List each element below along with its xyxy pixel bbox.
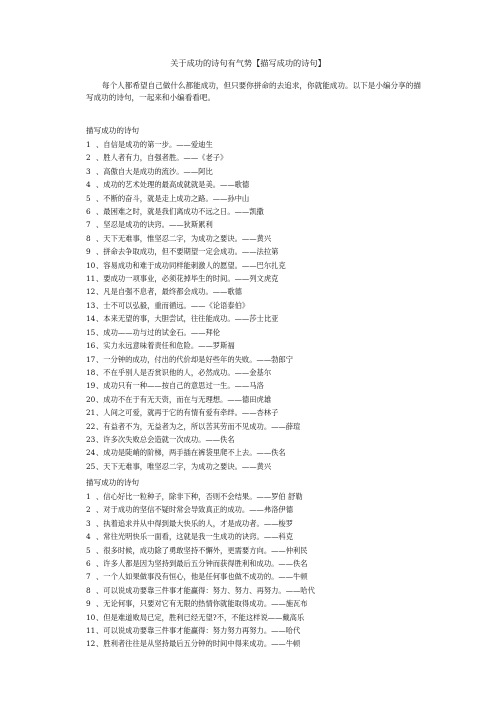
quote-item — [86, 218, 436, 231]
quote-number: 11 — [86, 274, 96, 284]
quote-number: 17 — [86, 354, 96, 364]
quote-text: 、有益者不为，无益者为之，所以苦其劳而不见成功。——薛瑄 — [96, 421, 301, 431]
quote-text: 、信心好比一粒种子，除非下种，否则不会结果。——罗伯 舒勒 — [96, 492, 303, 501]
quote-text: 、一个人如果做事没有恒心，他是任何事也做不成功的。——牛顿 — [96, 572, 308, 582]
quote-text: 、许多人都是因为坚持到最后五分钟而获得胜利和成功。——佚名 — [96, 559, 308, 569]
section-heading-1: 描写成功的诗句 — [86, 126, 140, 135]
quote-item — [86, 637, 436, 650]
quote-item — [86, 299, 436, 312]
quote-text: 、要成功一项事业，必须花掉毕生的时间。——列文虎克 — [96, 274, 279, 284]
quote-item — [86, 205, 436, 218]
quote-item — [86, 339, 436, 352]
quote-item — [86, 272, 436, 285]
quote-number: 18 — [86, 367, 96, 377]
quote-item — [86, 446, 436, 459]
quote-number: 5 — [86, 193, 91, 203]
quote-item — [86, 259, 436, 272]
quote-item — [86, 366, 436, 379]
quote-item — [86, 517, 436, 530]
quote-text: 、很多时候，成功除了勇敢坚持不懈外，更需要方向。——仲利民 — [96, 545, 308, 555]
quote-item — [86, 285, 436, 298]
quote-number: 7 — [86, 220, 91, 230]
quote-text: 、对于成功的坚信不疑时常会导致真正的成功。——弗洛伊德 — [96, 505, 294, 515]
quote-text: 、士不可以弘毅，重而循远。——《论语泰伯》 — [96, 300, 250, 310]
quote-text: 、无论何事，只要对它有无限的热情你就能取得成功。——施瓦布 — [96, 599, 308, 609]
quote-number: 15 — [86, 327, 96, 337]
quote-item — [86, 530, 436, 543]
section-heading-2: 描写成功的诗句 — [86, 478, 140, 487]
quote-text: 、成功不在于有无天资，而在与无理想。——德田虎雄 — [96, 394, 272, 404]
quote-number: 10 — [86, 612, 96, 622]
quote-item — [86, 192, 436, 205]
quote-item — [86, 490, 436, 503]
quote-item — [86, 138, 436, 151]
quote-item — [86, 151, 436, 164]
quote-item — [86, 557, 436, 570]
quote-text: 、坚忍是成功的诀窍。——狄斯累利 — [96, 220, 213, 230]
quote-text: 、成功是陡峭的阶梯，两手插在裤袋里爬不上去。——佚名 — [96, 448, 286, 458]
quote-number: 1 — [86, 140, 91, 149]
quote-number: 2 — [86, 505, 91, 515]
document-title: 关于成功的诗句有气势【描写成功的诗句】 — [170, 58, 326, 68]
quote-number: 9 — [86, 247, 91, 257]
quote-text: 、但是难道败局已定，胜利已经无望?不，不能这样说——戴高乐 — [96, 612, 305, 622]
quote-text: 、执着追求并从中得到最大快乐的人，才是成功者。——梭罗 — [96, 518, 294, 528]
quote-item — [86, 420, 436, 433]
quote-item — [86, 611, 436, 624]
quote-number: 12 — [86, 287, 96, 297]
quote-number: 10 — [86, 260, 96, 270]
quote-item — [86, 245, 436, 258]
quote-text: 、可以说成功要靠三件事才能赢得：努力努力再努力。——哈代 — [96, 626, 301, 636]
quote-text: 、可以说成功要靠三件事才能赢得：努力、努力、再努力。——哈代 — [96, 585, 315, 595]
quote-text: 、常往光明快乐一面看，这就是我一生成功的诀窍。——科克 — [96, 532, 294, 542]
quote-item — [86, 326, 436, 339]
quote-item — [86, 624, 436, 637]
quote-text: 、高傲自大是成功的流沙。——阿比 — [96, 166, 213, 176]
quote-number: 21 — [86, 408, 96, 418]
quote-number: 6 — [86, 559, 91, 569]
quote-item — [86, 406, 436, 419]
intro-paragraph: 每个人都希望自己做什么都能成功，但只要你拼命的去追求，你就能成功。以下是小编分享的描写成功的诗句，一起来和小编看看吧。 — [86, 81, 421, 102]
quote-number: 14 — [86, 314, 96, 324]
quote-number: 16 — [86, 341, 96, 351]
quote-text: 、容易成功和难于成功同样能刺激人的愿望。——巴尔扎克 — [96, 260, 286, 270]
quote-number: 12 — [86, 639, 96, 649]
quote-number: 3 — [86, 166, 91, 176]
quote-item — [86, 232, 436, 245]
quote-number: 25 — [86, 461, 96, 471]
quote-number: 24 — [86, 448, 96, 458]
quote-text: 、胜人者有力，自强者胜。——《老子》 — [96, 153, 228, 163]
quote-text: 、本来无望的事，大胆尝试，往往能成功。——莎士比亚 — [96, 314, 279, 324]
quote-item — [86, 393, 436, 406]
quote-item — [86, 165, 436, 178]
quote-text: 、成功的艺术处理的最高成就就是美。——歌德 — [96, 180, 250, 190]
quote-item — [86, 178, 436, 191]
quote-text: 、凡是自强不息者，最终都会成功。——歌德 — [96, 287, 242, 297]
quote-text: 、人间之可爱，就再于它的有情有爱有牵绊。——杏林子 — [96, 408, 279, 418]
quote-text: 、天下无难事，唯坚忍二字，为成功之要诀。——黄兴 — [96, 461, 272, 471]
quote-number: 8 — [86, 233, 91, 243]
quote-number: 13 — [86, 300, 96, 310]
quote-item — [86, 312, 436, 325]
quote-number: 8 — [86, 585, 91, 595]
quote-text: 、实力永远意味着责任和危险。——罗斯福 — [96, 341, 235, 351]
quote-text: 、一分钟的成功，付出的代价却是好些年的失败。——勃郎宁 — [96, 354, 294, 364]
quote-number: 19 — [86, 381, 96, 391]
quote-text: 、不在乎别人是否赏识他的人，必然成功。——金基尔 — [96, 367, 272, 377]
quote-number: 9 — [86, 599, 91, 609]
quote-item — [86, 584, 436, 597]
quote-number: 4 — [86, 180, 91, 190]
quote-text: 、天下无难事，惟坚忍二字，为成功之要诀。——黄兴 — [96, 233, 272, 243]
quote-list-2 — [86, 490, 436, 651]
quote-number: 6 — [86, 207, 91, 217]
quote-text: 、成功只有一种——按自己的意思过一生。——马洛 — [96, 381, 264, 391]
quote-text: 、胜利者往往是从坚持最后五分钟的时间中得来成功。——牛顿 — [96, 639, 301, 649]
quote-number: 5 — [86, 545, 91, 555]
quote-item — [86, 503, 436, 516]
quote-list-1 — [86, 138, 436, 473]
quote-item — [86, 544, 436, 557]
quote-number: 11 — [86, 626, 96, 636]
quote-number: 22 — [86, 421, 96, 431]
quote-number: 7 — [86, 572, 91, 582]
quote-number: 1 — [86, 492, 91, 501]
quote-text: 、最困难之时，就是我们离成功不远之日。——凯撒 — [96, 207, 264, 217]
quote-item — [86, 353, 436, 366]
quote-text: 、拼命去争取成功，但不要期望一定会成功。——法拉第 — [96, 247, 279, 257]
quote-number: 4 — [86, 532, 91, 542]
quote-item — [86, 597, 436, 610]
quote-number: 20 — [86, 394, 96, 404]
quote-number: 2 — [86, 153, 91, 163]
quote-item — [86, 460, 436, 473]
quote-number: 3 — [86, 518, 91, 528]
quote-number: 23 — [86, 434, 96, 444]
quote-item — [86, 570, 436, 583]
quote-text: 、成功——功与过的试金石。——拜伦 — [96, 327, 221, 337]
quote-text: 、许多次失败总会造就一次成功。——佚名 — [96, 434, 235, 444]
quote-item — [86, 433, 436, 446]
quote-text: 、自信是成功的第一步。——爱迪生 — [96, 140, 213, 149]
quote-item — [86, 379, 436, 392]
quote-text: 、不断的奋斗，就是走上成功之路。——孙中山 — [96, 193, 250, 203]
